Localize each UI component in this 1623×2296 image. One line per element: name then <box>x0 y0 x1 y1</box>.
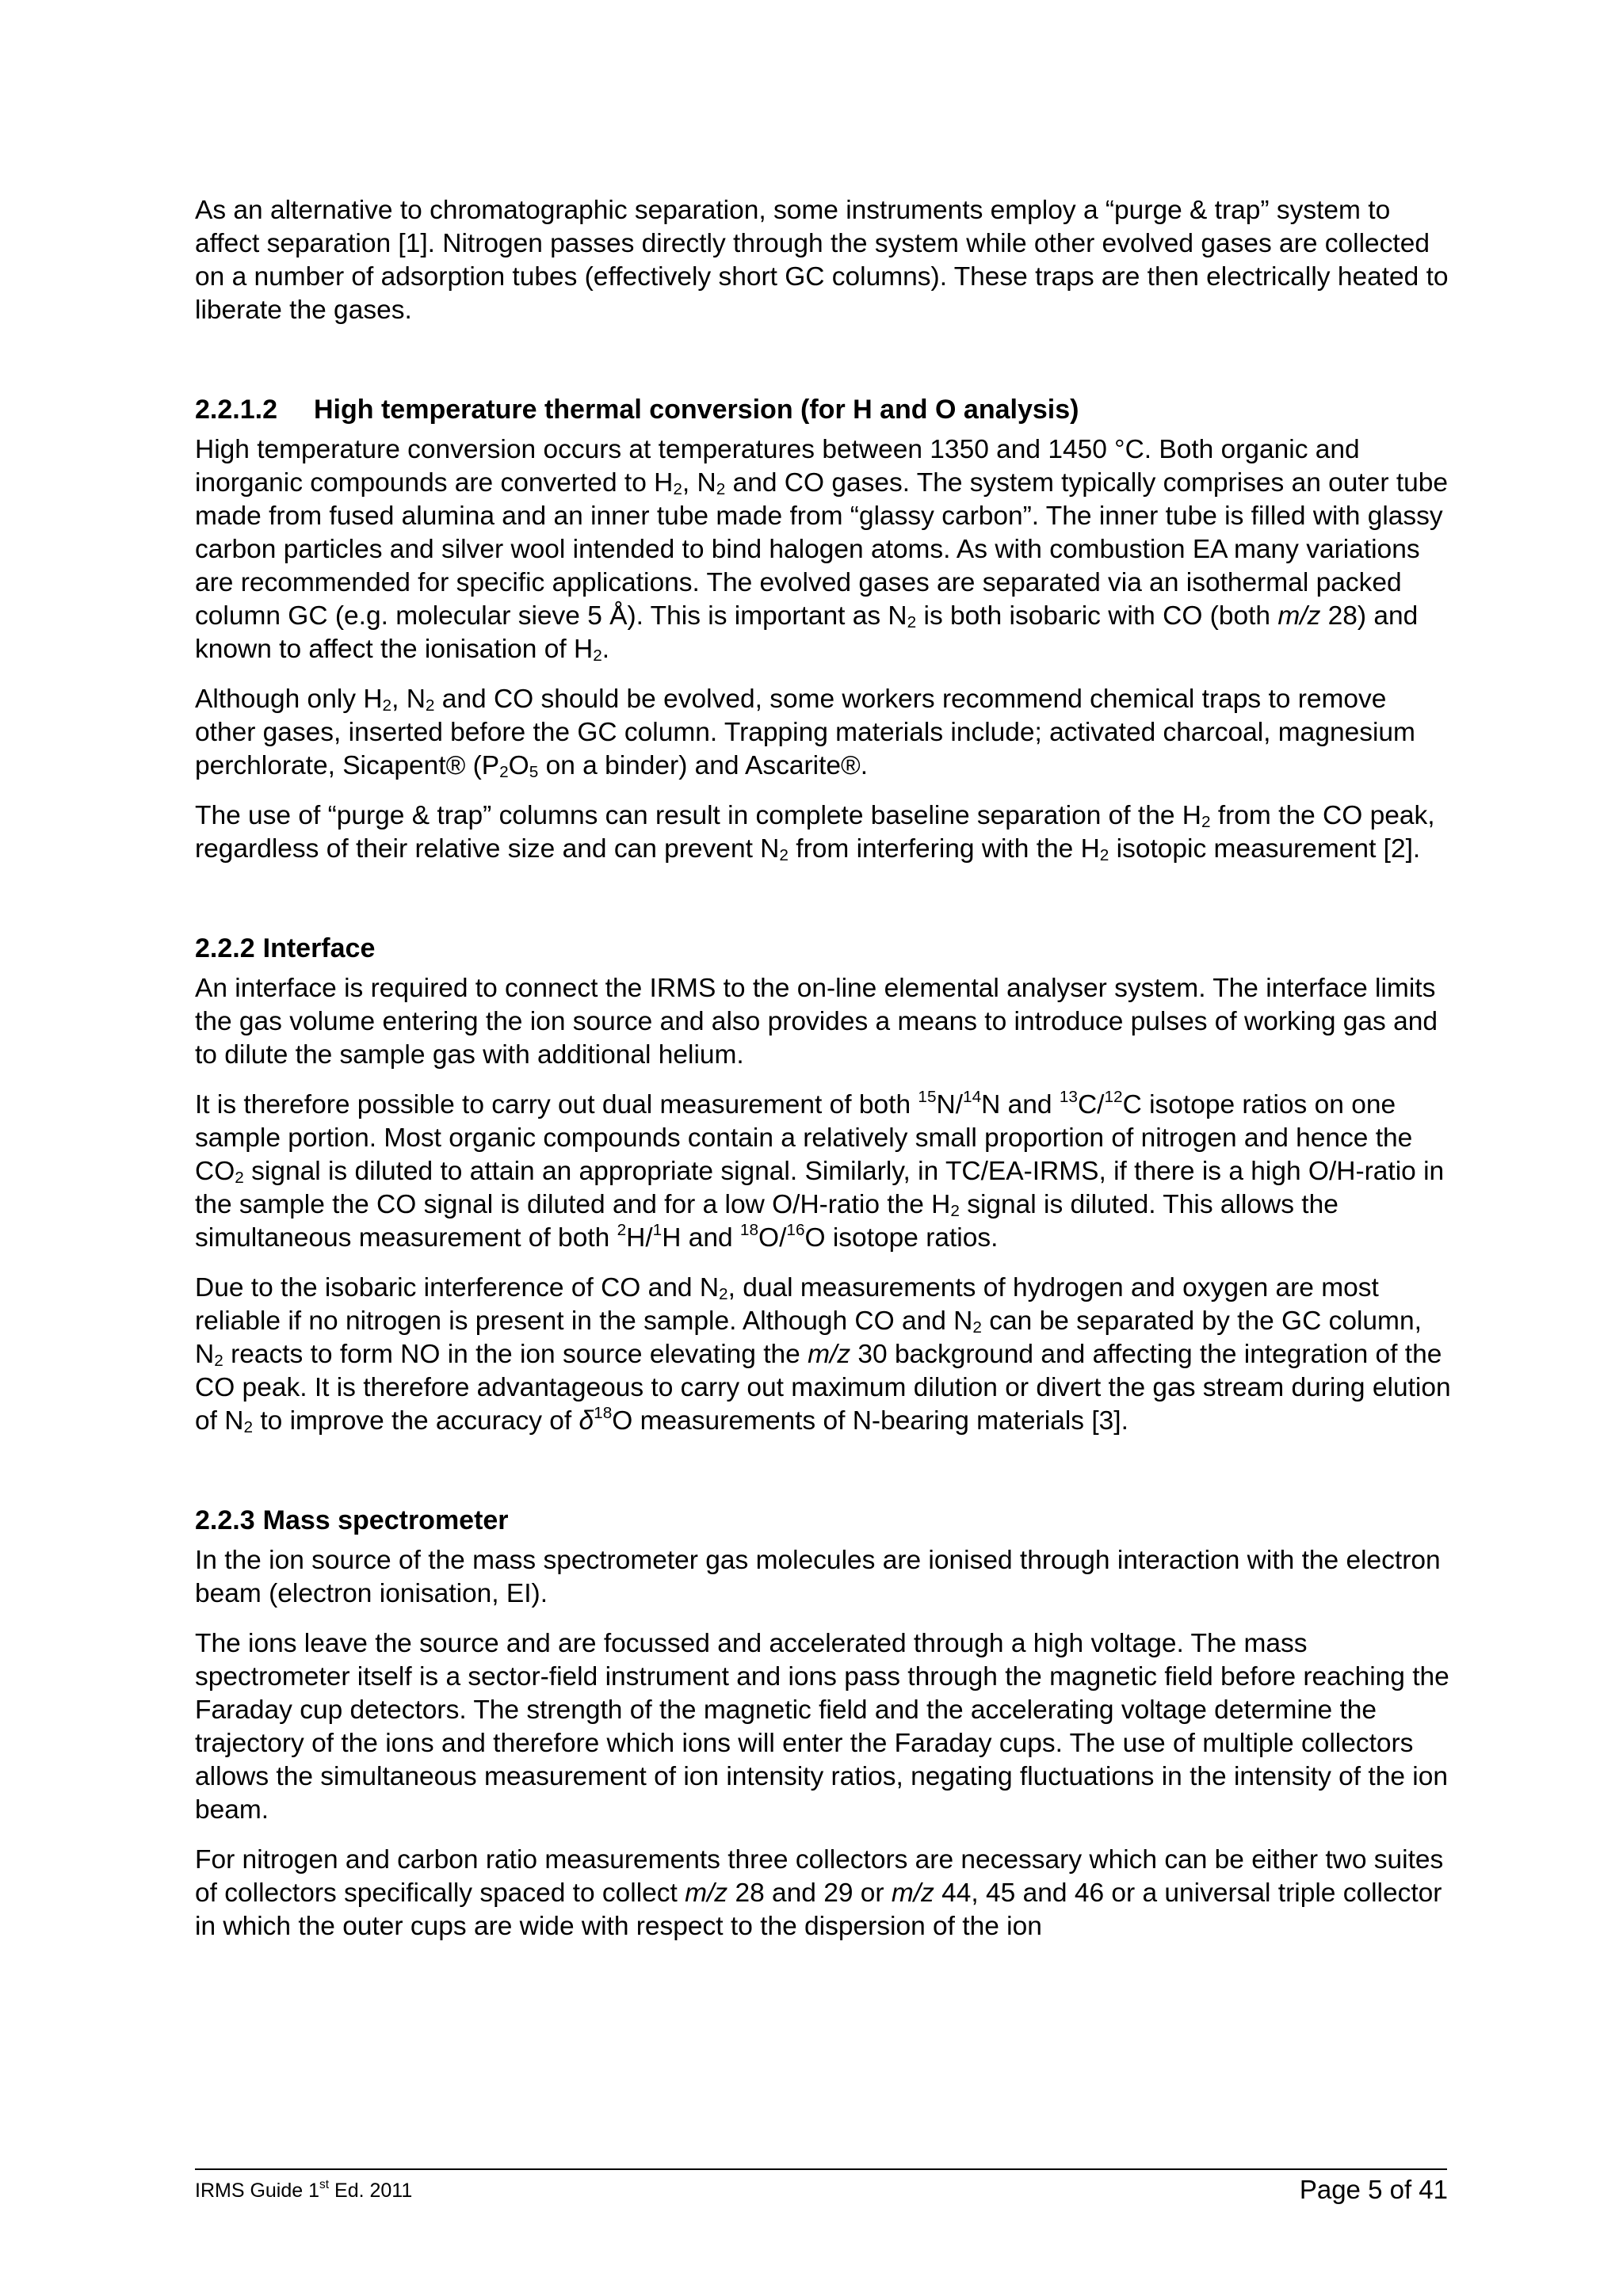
section-spacer <box>195 866 1451 931</box>
paragraph-interface-3: Due to the isobaric interference of CO and $N_2$, dual measurements of hydrogen and oxygen are most reliable if no nitrogen is present in the sample. Although CO and $N_2$ can be separated by the GC column, $N_2$ reacts to form NO in the ion source elevating the m/z 30 background and affecting the integration of the CO peak. It is therefore advantageous to carry out maximum dilution or divert the gas stream during elution of $N_2$ to improve the accuracy of $\delta^{18}O$ measurements of N-bearing materials [3]. <box>195 1273 1451 1436</box>
section-spacer <box>195 1438 1451 1503</box>
section-heading-222 <box>195 931 1451 966</box>
section-title: Interface <box>262 933 376 963</box>
section-title: High temperature thermal conversion (for H and O analysis) <box>314 395 1079 425</box>
section-number: 2.2.3 <box>195 1505 255 1535</box>
footer-page-number: Page 5 of 41 <box>1299 2175 1448 2204</box>
paragraph-ms-1: In the ion source of the mass spectrometer gas molecules are ionised through interaction with the electron beam (electron ionisation, EI). <box>195 1546 1441 1608</box>
section-heading-223 <box>195 1503 1451 1538</box>
paragraph-ms-3: For nitrogen and carbon ratio measurements three collectors are necessary which can be either two suites of collectors specifically spaced to collect m/z 28 and 29 or m/z 44, 45 and 46 or a universal triple collector in which the outer cups are wide with respect to the dispersion of the ion <box>195 1845 1444 1941</box>
paragraph-htc-2: Although only $H_2$, $N_2$ and CO should be evolved, some workers recommend chemical traps to remove other gases, inserted before the GC column. Trapping materials include; activated charcoal, magnesium perchlorate, Sicapent® ($P_2O_5$ on a binder) and Ascarite®. <box>195 685 1415 781</box>
page-content <box>195 194 1451 1960</box>
paragraph-interface-1: An interface is required to connect the IRMS to the on-line elemental analyser system. The interface limits the gas volume entering the ion source and also provides a means to introduce pulses of working gas and to dilute the sample gas with additional helium. <box>195 974 1438 1070</box>
section-spacer <box>195 327 1451 392</box>
paragraph-htc-3: The use of “purge & trap” columns can result in complete baseline separation of the $H_2$ from the CO peak, regardless of their relative size and can prevent $N_2$ from interfering with the $H_2$ isotopic measurement [2]. <box>195 801 1435 864</box>
paragraph-htc-1: High temperature conversion occurs at temperatures between 1350 and 1450 °C. Both organic and inorganic compounds are converted to $H_2$, $N_2$ and CO gases. The system typically comprises an outer tube made from fused alumina and an inner tube made from “glassy carbon”. The inner tube is filled with glassy carbon particles and silver wool intended to bind halogen atoms. As with combustion EA many variations are recommended for specific applications. The evolved gases are separated via an isothermal packed column GC (e.g. molecular sieve 5 Å). This is important as $N_2$ is both isobaric with CO (both m/z 28) and known to affect the ionisation of $H_2$. <box>195 435 1449 665</box>
section-number: 2.2.1.2 <box>195 395 277 425</box>
section-number: 2.2.2 <box>195 933 255 963</box>
footer-divider <box>195 2168 1447 2170</box>
intro-paragraph: As an alternative to chromatographic separation, some instruments employ a “purge & trap” system to affect separation [1]. Nitrogen passes directly through the system while other evolved gases are collected on a number of adsorption tubes (effectively short GC columns). These traps are then electrically heated to liberate the gases. <box>195 196 1449 325</box>
section-heading-2212 <box>195 392 1451 427</box>
paragraph-ms-2: The ions leave the source and are focussed and accelerated through a high voltage. The mass spectrometer itself is a sector-field instrument and ions pass through the magnetic field before reaching the Faraday cup detectors. The strength of the magnetic field and the accelerating voltage determine the trajectory of the ions and therefore which ions will enter the Faraday cups. The use of multiple collectors allows the simultaneous measurement of ion intensity ratios, negating fluctuations in the intensity of the ion beam. <box>195 1629 1449 1825</box>
section-title: Mass spectrometer <box>262 1505 509 1535</box>
footer-document-title: IRMS Guide 1st Ed. 2011 <box>195 2178 413 2202</box>
paragraph-interface-2: It is therefore possible to carry out dual measurement of both $^{15}$N/$^{14}$N and $^{13}$C/$^{12}$C isotope ratios on one sample portion. Most organic compounds contain a relatively small proportion of nitrogen and hence the $CO_2$ signal is diluted to attain an appropriate signal. Similarly, in TC/EA-IRMS, if there is a high O/H-ratio in the sample the CO signal is diluted and for a low O/H-ratio the $H_2$ signal is diluted. This allows the simultaneous measurement of both $^2$H/$^1$H and $^{18}$O/$^{16}$O isotope ratios. <box>195 1087 1445 1253</box>
